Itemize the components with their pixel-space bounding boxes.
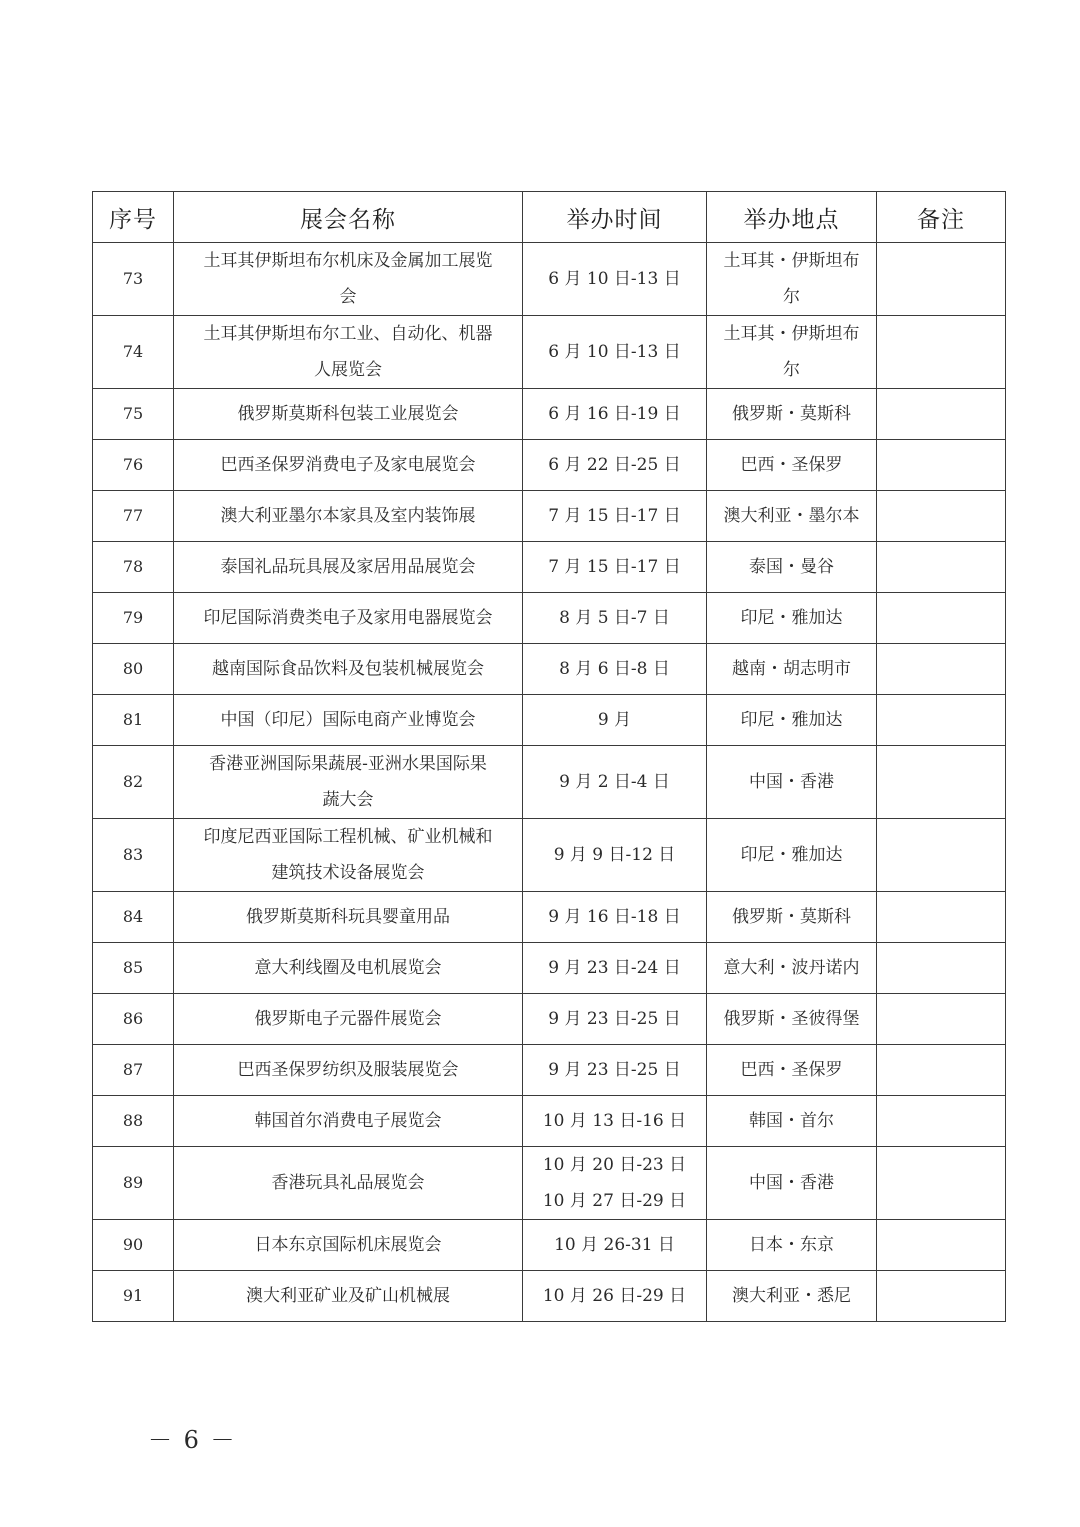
table-row (93, 440, 1006, 491)
table-row (93, 316, 1006, 389)
cell-time (523, 243, 707, 316)
cell-name-line: 香港亚洲国际果蔬展-亚洲水果国际果 (209, 754, 487, 774)
cell-location (707, 994, 877, 1045)
cell-location (707, 1220, 877, 1271)
cell-time-line: 9 月 16 日-18 日 (548, 907, 681, 927)
cell-name (174, 943, 523, 994)
cell-name-line: 俄罗斯莫斯科包装工业展览会 (237, 404, 459, 424)
cell-location (707, 593, 877, 644)
cell-location-line: 中国・香港 (749, 772, 834, 792)
table-row (93, 1220, 1006, 1271)
cell-remarks (877, 593, 1006, 644)
header-time: 举办时间 (523, 192, 707, 243)
cell-remarks (877, 746, 1006, 819)
cell-name-line: 韩国首尔消费电子展览会 (254, 1111, 442, 1131)
cell-location (707, 1147, 877, 1220)
table-row (93, 644, 1006, 695)
cell-remarks (877, 1045, 1006, 1096)
cell-no: 81 (93, 695, 174, 746)
cell-name-line: 意大利线圈及电机展览会 (254, 958, 442, 978)
cell-no: 85 (93, 943, 174, 994)
page-number: － 6 － (148, 1426, 237, 1454)
cell-time (523, 1147, 707, 1220)
cell-location-line: 越南・胡志明市 (732, 659, 851, 679)
cell-location (707, 316, 877, 389)
cell-name (174, 593, 523, 644)
cell-no: 80 (93, 644, 174, 695)
cell-name-line: 巴西圣保罗纺织及服装展览会 (237, 1060, 459, 1080)
cell-name (174, 1271, 523, 1322)
cell-location-line: 俄罗斯・莫斯科 (732, 907, 851, 927)
cell-location-line: 巴西・圣保罗 (740, 455, 843, 475)
cell-name (174, 316, 523, 389)
cell-location-line: 韩国・首尔 (749, 1111, 834, 1131)
cell-no: 89 (93, 1147, 174, 1220)
cell-name-line: 日本东京国际机床展览会 (254, 1235, 442, 1255)
table-row (93, 1045, 1006, 1096)
cell-time (523, 389, 707, 440)
cell-name (174, 1045, 523, 1096)
cell-time (523, 695, 707, 746)
table-row (93, 1147, 1006, 1220)
cell-time-line: 7 月 15 日-17 日 (548, 506, 681, 526)
cell-name (174, 542, 523, 593)
cell-no: 84 (93, 892, 174, 943)
cell-time (523, 491, 707, 542)
table-header-row (93, 192, 1006, 243)
table-row (93, 593, 1006, 644)
cell-location (707, 1271, 877, 1322)
header-remarks: 备注 (877, 192, 1006, 243)
cell-name (174, 1220, 523, 1271)
table-row (93, 695, 1006, 746)
cell-time-line: 9 月 (597, 710, 632, 730)
cell-location (707, 1045, 877, 1096)
cell-remarks (877, 819, 1006, 892)
cell-name-line: 人展览会 (314, 360, 382, 380)
cell-location-line: 尔 (783, 360, 800, 380)
cell-time (523, 994, 707, 1045)
cell-name-line: 印度尼西亚国际工程机械、矿业机械和 (203, 827, 493, 847)
exhibition-table (92, 191, 1006, 1322)
cell-location (707, 542, 877, 593)
cell-name-line: 土耳其伊斯坦布尔工业、自动化、机器 (203, 324, 493, 344)
cell-time-line: 10 月 27 日-29 日 (542, 1191, 687, 1211)
cell-name (174, 892, 523, 943)
cell-name (174, 389, 523, 440)
cell-name-line: 俄罗斯莫斯科玩具婴童用品 (246, 907, 450, 927)
cell-name (174, 1147, 523, 1220)
cell-location-line: 巴西・圣保罗 (740, 1060, 843, 1080)
cell-location-line: 日本・东京 (749, 1235, 834, 1255)
cell-location-line: 尔 (783, 287, 800, 307)
cell-remarks (877, 491, 1006, 542)
cell-time (523, 819, 707, 892)
cell-time-line: 9 月 23 日-24 日 (548, 958, 681, 978)
cell-location (707, 943, 877, 994)
cell-remarks (877, 943, 1006, 994)
cell-location (707, 1096, 877, 1147)
cell-location-line: 俄罗斯・莫斯科 (732, 404, 851, 424)
cell-location (707, 695, 877, 746)
cell-time-line: 8 月 6 日-8 日 (559, 659, 670, 679)
cell-no: 79 (93, 593, 174, 644)
cell-time (523, 593, 707, 644)
cell-name-line: 澳大利亚矿业及矿山机械展 (246, 1286, 450, 1306)
cell-location-line: 俄罗斯・圣彼得堡 (723, 1009, 860, 1029)
cell-name (174, 644, 523, 695)
cell-time (523, 1220, 707, 1271)
cell-no: 73 (93, 243, 174, 316)
cell-remarks (877, 695, 1006, 746)
cell-location (707, 746, 877, 819)
cell-name-line: 俄罗斯电子元器件展览会 (254, 1009, 442, 1029)
cell-no: 86 (93, 994, 174, 1045)
cell-location-line: 土耳其・伊斯坦布 (723, 251, 860, 271)
table-row (93, 746, 1006, 819)
table-row (93, 892, 1006, 943)
cell-location-line: 澳大利亚・墨尔本 (723, 506, 860, 526)
cell-location-line: 中国・香港 (749, 1173, 834, 1193)
cell-location (707, 440, 877, 491)
cell-remarks (877, 994, 1006, 1045)
cell-time (523, 542, 707, 593)
cell-time (523, 1271, 707, 1322)
cell-time-line: 10 月 20 日-23 日 (542, 1155, 687, 1175)
cell-time-line: 10 月 26 日-29 日 (542, 1286, 687, 1306)
cell-location (707, 491, 877, 542)
cell-location-line: 印尼・雅加达 (740, 845, 843, 865)
cell-location (707, 892, 877, 943)
cell-location-line: 印尼・雅加达 (740, 710, 843, 730)
cell-time-line: 6 月 16 日-19 日 (548, 404, 681, 424)
cell-remarks (877, 389, 1006, 440)
cell-time-line: 9 月 9 日-12 日 (553, 845, 676, 865)
table-body (93, 243, 1006, 1322)
cell-no: 88 (93, 1096, 174, 1147)
table-row (93, 819, 1006, 892)
cell-remarks (877, 892, 1006, 943)
cell-no: 77 (93, 491, 174, 542)
cell-no: 87 (93, 1045, 174, 1096)
cell-name-line: 泰国礼品玩具展及家居用品展览会 (220, 557, 476, 577)
cell-name-line: 中国（印尼）国际电商产业博览会 (220, 710, 476, 730)
cell-time-line: 6 月 10 日-13 日 (548, 269, 681, 289)
cell-time (523, 892, 707, 943)
cell-remarks (877, 1147, 1006, 1220)
cell-no: 78 (93, 542, 174, 593)
cell-remarks (877, 542, 1006, 593)
cell-name-line: 土耳其伊斯坦布尔机床及金属加工展览 (203, 251, 493, 271)
header-name: 展会名称 (174, 192, 523, 243)
cell-location-line: 澳大利亚・悉尼 (732, 1286, 851, 1306)
cell-name (174, 695, 523, 746)
cell-name-line: 巴西圣保罗消费电子及家电展览会 (220, 455, 476, 475)
cell-remarks (877, 1271, 1006, 1322)
table-row (93, 389, 1006, 440)
table-row (93, 542, 1006, 593)
cell-remarks (877, 1096, 1006, 1147)
cell-no: 75 (93, 389, 174, 440)
cell-time-line: 6 月 10 日-13 日 (548, 342, 681, 362)
cell-remarks (877, 316, 1006, 389)
cell-name (174, 1096, 523, 1147)
cell-remarks (877, 644, 1006, 695)
cell-location-line: 泰国・曼谷 (749, 557, 834, 577)
table-row (93, 491, 1006, 542)
cell-time-line: 8 月 5 日-7 日 (559, 608, 670, 628)
cell-name-line: 越南国际食品饮料及包装机械展览会 (212, 659, 484, 679)
cell-location (707, 644, 877, 695)
cell-time (523, 440, 707, 491)
cell-name-line: 印尼国际消费类电子及家用电器展览会 (203, 608, 493, 628)
cell-location (707, 819, 877, 892)
cell-time-line: 10 月 26-31 日 (554, 1235, 675, 1255)
table-row (93, 1271, 1006, 1322)
cell-no: 82 (93, 746, 174, 819)
header-location: 举办地点 (707, 192, 877, 243)
cell-location-line: 印尼・雅加达 (740, 608, 843, 628)
cell-time (523, 1045, 707, 1096)
cell-time (523, 1096, 707, 1147)
cell-name (174, 243, 523, 316)
cell-remarks (877, 440, 1006, 491)
cell-no: 83 (93, 819, 174, 892)
cell-time-line: 9 月 2 日-4 日 (559, 772, 670, 792)
table-row (93, 243, 1006, 316)
cell-no: 76 (93, 440, 174, 491)
cell-name (174, 994, 523, 1045)
cell-name-line: 蔬大会 (322, 790, 374, 810)
table-row (93, 994, 1006, 1045)
cell-name (174, 440, 523, 491)
cell-time (523, 943, 707, 994)
cell-time-line: 9 月 23 日-25 日 (548, 1060, 681, 1080)
cell-name (174, 819, 523, 892)
cell-location (707, 389, 877, 440)
cell-name (174, 491, 523, 542)
cell-name (174, 746, 523, 819)
cell-name-line: 香港玩具礼品展览会 (271, 1173, 425, 1193)
cell-remarks (877, 243, 1006, 316)
cell-time (523, 644, 707, 695)
cell-time (523, 746, 707, 819)
cell-no: 90 (93, 1220, 174, 1271)
table-row (93, 1096, 1006, 1147)
cell-name-line: 会 (339, 287, 357, 307)
cell-time-line: 9 月 23 日-25 日 (548, 1009, 681, 1029)
cell-name-line: 建筑技术设备展览会 (271, 863, 425, 883)
cell-location-line: 土耳其・伊斯坦布 (723, 324, 860, 344)
cell-no: 91 (93, 1271, 174, 1322)
table-row (93, 943, 1006, 994)
header-no: 序号 (93, 192, 174, 243)
cell-location-line: 意大利・波丹诺内 (723, 958, 860, 978)
cell-time (523, 316, 707, 389)
cell-name-line: 澳大利亚墨尔本家具及室内装饰展 (220, 506, 476, 526)
cell-remarks (877, 1220, 1006, 1271)
cell-location (707, 243, 877, 316)
cell-time-line: 6 月 22 日-25 日 (548, 455, 681, 475)
cell-no: 74 (93, 316, 174, 389)
cell-time-line: 10 月 13 日-16 日 (542, 1111, 687, 1131)
cell-time-line: 7 月 15 日-17 日 (548, 557, 681, 577)
